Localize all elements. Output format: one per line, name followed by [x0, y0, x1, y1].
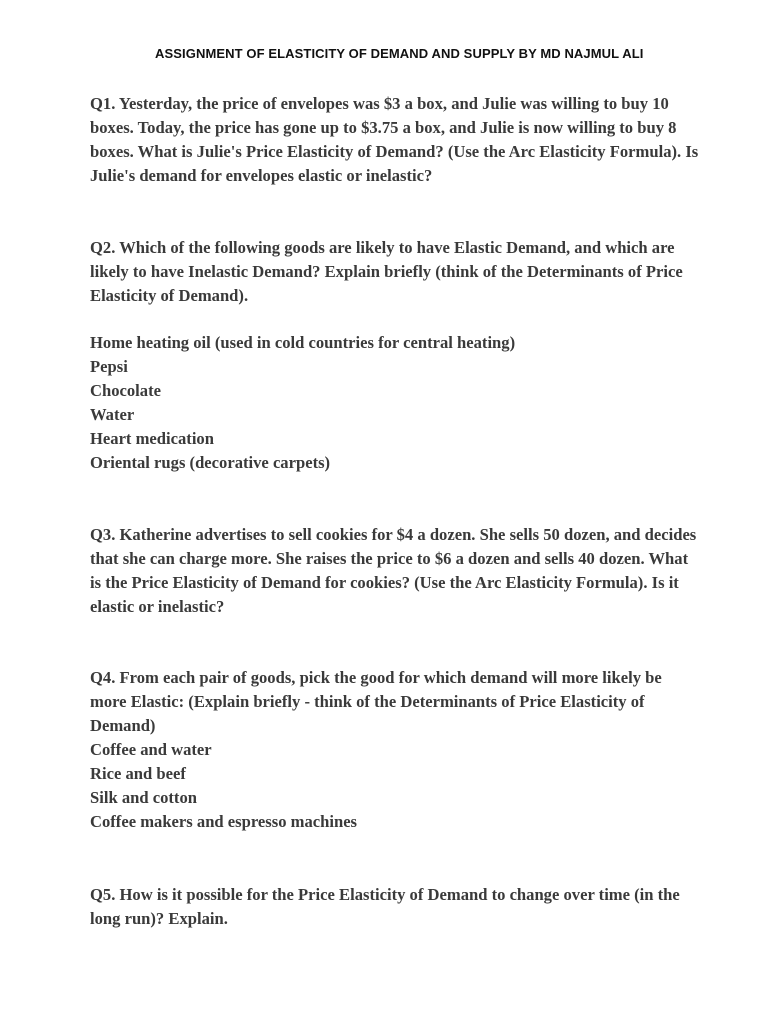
question-5	[90, 883, 700, 931]
list-item: Rice and beef	[90, 764, 186, 783]
list-item: Coffee makers and espresso machines	[90, 812, 358, 831]
list-item: Heart medication	[90, 429, 214, 448]
question-2	[90, 236, 700, 308]
list-item: Pepsi	[90, 357, 128, 376]
document-title: ASSIGNMENT OF ELASTICITY OF DEMAND AND SUPPLY BY MD NAJMUL ALI	[155, 46, 644, 61]
question-2-text: Q2. Which of the following goods are likely to have Elastic Demand, and which are likely to have Inelastic Demand? Explain briefly (think of the Determinants of Price Elasticity of Demand).	[90, 238, 683, 305]
question-5-text: Q5. How is it possible for the Price Elasticity of Demand to change over time (in the long run)? Explain.	[90, 885, 680, 928]
list-item: Home heating oil (used in cold countries for central heating)	[90, 333, 516, 352]
list-item: Coffee and water	[90, 740, 212, 759]
question-1-text: Q1. Yesterday, the price of envelopes was $3 a box, and Julie was willing to buy 10 boxes. Today, the price has gone up to $3.75 a box, and Julie is now willing to buy 8 boxes. What is Julie's Price Elasticity of Demand? (Use the Arc Elasticity Formula). Is Julie's demand for envelopes elastic or inelastic?	[90, 94, 699, 185]
question-2-list	[90, 331, 700, 475]
list-item: Water	[90, 405, 135, 424]
list-item: Silk and cotton	[90, 788, 197, 807]
question-3-text: Q3. Katherine advertises to sell cookies for $4 a dozen. She sells 50 dozen, and decides that she can charge more. She raises the price to $6 a dozen and sells 40 dozen. What is the Price Elasticity of Demand for cookies? (Use the Arc Elasticity Formula). Is it elastic or inelastic?	[90, 525, 697, 616]
question-4-text: Q4. From each pair of goods, pick the good for which demand will more likely be more Elastic: (Explain briefly - think of the Determinants of Price Elasticity of Demand)	[90, 668, 662, 735]
list-item: Chocolate	[90, 381, 161, 400]
question-4	[90, 666, 700, 834]
question-1	[90, 92, 700, 188]
question-3	[90, 523, 700, 619]
list-item: Oriental rugs (decorative carpets)	[90, 453, 331, 472]
